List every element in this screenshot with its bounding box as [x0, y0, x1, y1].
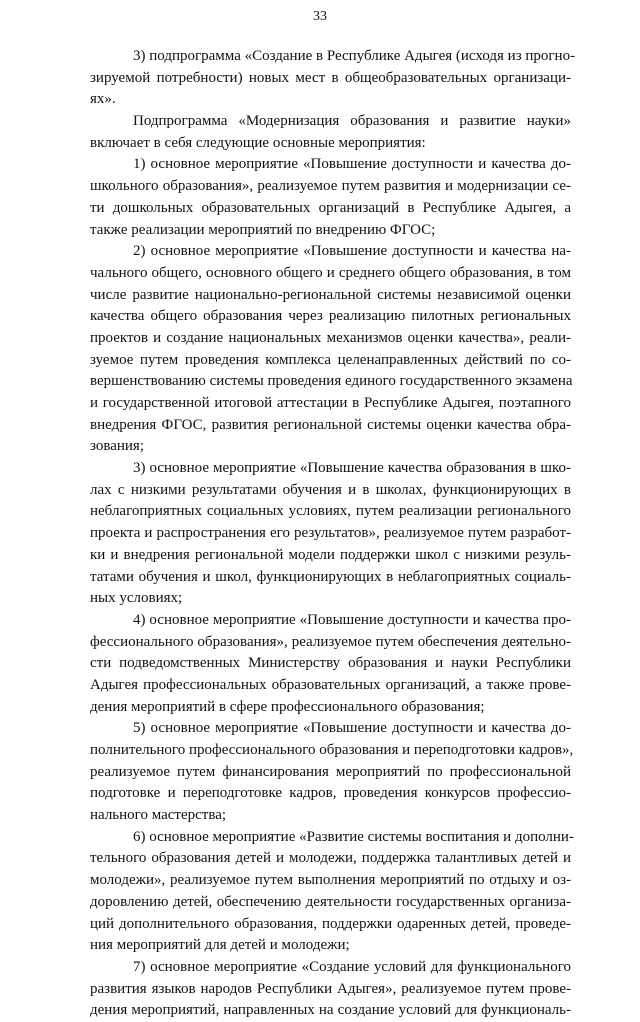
text-line: подготовке и переподготовке кадров, проведения конкурсов профессио-: [90, 785, 571, 802]
text-line: татами обучения и школ, функционирующих в неблагоприятных социаль-: [90, 568, 571, 585]
text-line: полнительного профессионального образования и переподготовки кадров»,: [90, 742, 574, 758]
text-line: числе развитие национально-региональной системы независимой оценки: [90, 286, 571, 303]
text-line: 3) подпрограмма «Создание в Республике Адыгея (исходя из прогно-: [133, 48, 576, 64]
text-line: проектов и создание национальных механизмов оценки качества», реали-: [90, 329, 571, 346]
paragraph: [90, 46, 576, 111]
text-line: 3) основное мероприятие «Повышение качества образования в шко-: [133, 460, 571, 477]
text-line: дения мероприятий, направленных на создание условий для функциональ-: [90, 1002, 571, 1019]
text-line: нального мастерства;: [90, 807, 227, 824]
paragraph: [90, 957, 571, 1022]
text-line: доровлению детей, обеспечению деятельности государственных организа-: [90, 893, 571, 910]
text-line: 7) основное мероприятие «Создание условий для функционального: [133, 958, 571, 975]
text-line: ки и внедрения региональной модели поддержки школ с низкими резуль-: [90, 546, 571, 563]
text-line: включает в себя следующие основные мероприятия:: [90, 134, 426, 151]
text-line: проекта и распространения его результатов», реализуемое путем разработ-: [90, 525, 571, 542]
paragraph: [90, 718, 574, 826]
text-line: Подпрограмма «Модернизация образования и развитие науки»: [133, 113, 571, 130]
text-line: тельного образования детей и молодежи, поддержка талантливых детей и: [90, 850, 571, 867]
paragraph: [90, 610, 571, 718]
text-line: ях».: [90, 91, 116, 108]
text-line: зования;: [90, 438, 145, 455]
text-line: ния мероприятий для детей и молодежи;: [90, 937, 350, 954]
text-line: реализуемое путем финансирования мероприятий по профессиональной: [90, 763, 571, 780]
text-line: ных условиях;: [90, 590, 183, 607]
text-line: чального общего, основного общего и среднего общего образования, в том: [90, 264, 571, 281]
text-line: неблагоприятных социальных условиях, путем реализации регионального: [90, 503, 571, 520]
page-number: 33: [313, 9, 327, 24]
text-line: и государственной итоговой аттестации в Республике Адыгея, поэтапного: [90, 395, 571, 411]
text-line: 4) основное мероприятие «Повышение доступности и качества про-: [133, 611, 571, 628]
text-line: вершенствованию системы проведения единого государственного экзамена: [90, 373, 573, 390]
text-line: дения мероприятий в сфере профессионального образования;: [90, 698, 485, 715]
text-line: ти дошкольных образовательных организаций в Республике Адыгея, а: [90, 199, 571, 216]
paragraph: [90, 154, 571, 241]
text-line: зируемой потребности) новых мест в общеобразовательных организаци-: [90, 69, 571, 86]
text-line: внедрения ФГОС, развития региональной системы оценки качества обра-: [90, 416, 571, 433]
text-line: 6) основное мероприятие «Развитие системы воспитания и дополни-: [133, 828, 574, 845]
text-line: развития языков народов Республики Адыгея», реализуемое путем прове-: [90, 980, 571, 997]
text-line: лах с низкими результатами обучения и в школах, функционирующих в: [90, 481, 571, 498]
paragraph: [90, 827, 574, 957]
text-line: молодежи», реализуемое путем выполнения мероприятий по отдыху и оз-: [90, 872, 571, 889]
text-line: также реализации мероприятий по внедрению ФГОС;: [90, 221, 436, 238]
text-line: сти подведомственных Министерству образования и науки Республики: [90, 655, 571, 672]
text-line: ций дополнительного образования, поддержки одаренных детей, проведе-: [90, 915, 571, 932]
text-line: качества общего образования через реализацию пилотных региональных: [90, 308, 571, 325]
paragraph: [90, 111, 571, 154]
text-line: 2) основное мероприятие «Повышение доступности и качества на-: [133, 243, 571, 260]
text-line: зуемое путем проведения комплекса целенаправленных действий по со-: [90, 351, 571, 368]
paragraph: [90, 241, 571, 458]
text-line: школьного образования», реализуемое путем развития и модернизации се-: [90, 178, 571, 195]
text-line: Адыгея профессиональных образовательных организаций, а также прове-: [90, 676, 571, 693]
text-line: фессионального образования», реализуемое путем обеспечения деятельно-: [90, 633, 571, 650]
body-text: [90, 46, 576, 1022]
text-line: 1) основное мероприятие «Повышение доступности и качества до-: [133, 156, 571, 173]
text-line: 5) основное мероприятие «Повышение доступности и качества до-: [133, 720, 571, 737]
paragraph: [90, 458, 571, 610]
